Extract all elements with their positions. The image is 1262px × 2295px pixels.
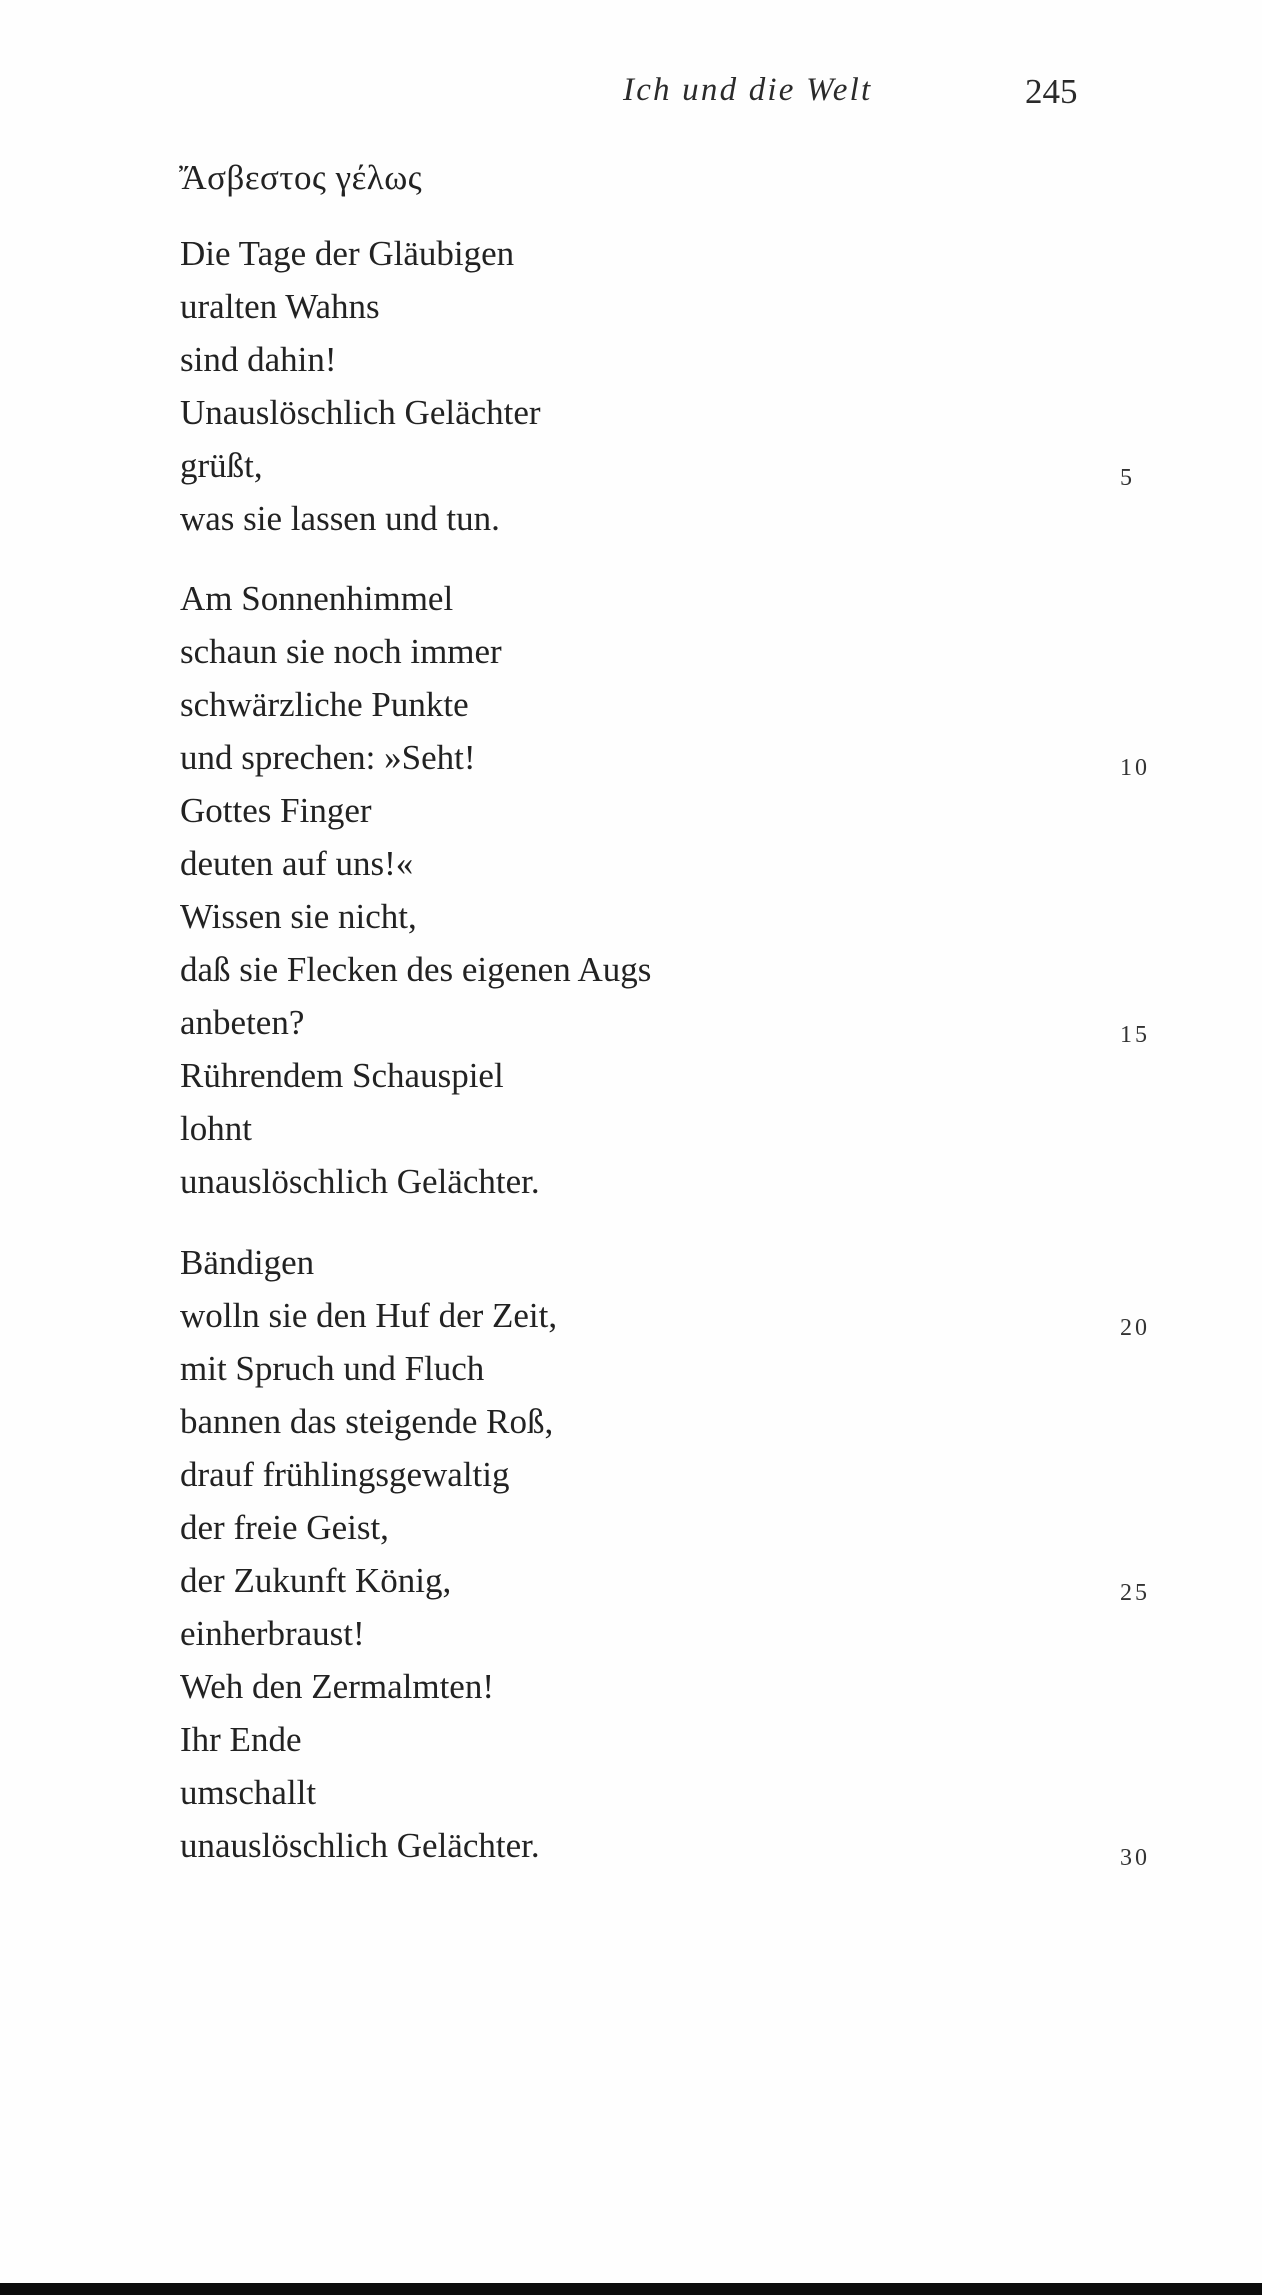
poem-line-12: deuten auf uns!« bbox=[180, 844, 414, 883]
line-number-10: 10 bbox=[1120, 755, 1150, 781]
poem-line-13: Wissen sie nicht, bbox=[180, 897, 417, 936]
line-number-30: 30 bbox=[1120, 1845, 1150, 1871]
poem-line-14: daß sie Flecken des eigenen Augs bbox=[180, 950, 652, 989]
poem-line-30: unauslöschlich Gelächter. bbox=[180, 1826, 540, 1865]
poem-line-27: Weh den Zermalmten! bbox=[180, 1667, 494, 1706]
line-number-25: 25 bbox=[1120, 1580, 1150, 1606]
scan-edge-shadow bbox=[0, 2283, 1262, 2295]
poem-line-17: lohnt bbox=[180, 1109, 252, 1148]
line-number-5: 5 bbox=[1120, 465, 1135, 491]
poem-line-8: schaun sie noch immer bbox=[180, 632, 502, 671]
poem-line-11: Gottes Finger bbox=[180, 791, 372, 830]
poem-line-10: und sprechen: »Seht! bbox=[180, 738, 476, 777]
page-number: 245 bbox=[1025, 72, 1078, 111]
poem-title: Ἄσβεστος γέλως bbox=[179, 158, 423, 197]
poem-line-24: der freie Geist, bbox=[180, 1508, 389, 1547]
poem-line-25: der Zukunft König, bbox=[180, 1561, 452, 1600]
poem-line-4: Unauslöschlich Gelächter bbox=[180, 393, 541, 432]
poem-line-9: schwärzliche Punkte bbox=[180, 685, 469, 724]
poem-line-3: sind dahin! bbox=[180, 340, 337, 379]
line-number-15: 15 bbox=[1120, 1022, 1150, 1048]
poem-line-1: Die Tage der Gläubigen bbox=[180, 234, 515, 273]
poem-line-2: uralten Wahns bbox=[180, 287, 380, 326]
poem-line-7: Am Sonnenhimmel bbox=[180, 579, 454, 618]
poem-line-5: grüßt, bbox=[180, 446, 263, 485]
poem-line-19: Bändigen bbox=[180, 1243, 315, 1282]
poem-line-23: drauf frühlingsgewaltig bbox=[180, 1455, 510, 1494]
poem-line-20: wolln sie den Huf der Zeit, bbox=[180, 1296, 558, 1335]
poem-line-29: umschallt bbox=[180, 1773, 317, 1812]
poem-line-26: einherbraust! bbox=[180, 1614, 365, 1653]
running-head: Ich und die Welt bbox=[623, 72, 873, 108]
poem-line-6: was sie lassen und tun. bbox=[180, 499, 500, 538]
poem-line-18: unauslöschlich Gelächter. bbox=[180, 1162, 540, 1201]
poem-line-16: Rührendem Schauspiel bbox=[180, 1056, 504, 1095]
line-number-20: 20 bbox=[1120, 1315, 1150, 1341]
poem-line-22: bannen das steigende Roß, bbox=[180, 1402, 554, 1441]
poem-line-21: mit Spruch und Fluch bbox=[180, 1349, 485, 1388]
poem-line-28: Ihr Ende bbox=[180, 1720, 302, 1759]
poem-line-15: anbeten? bbox=[180, 1003, 305, 1042]
